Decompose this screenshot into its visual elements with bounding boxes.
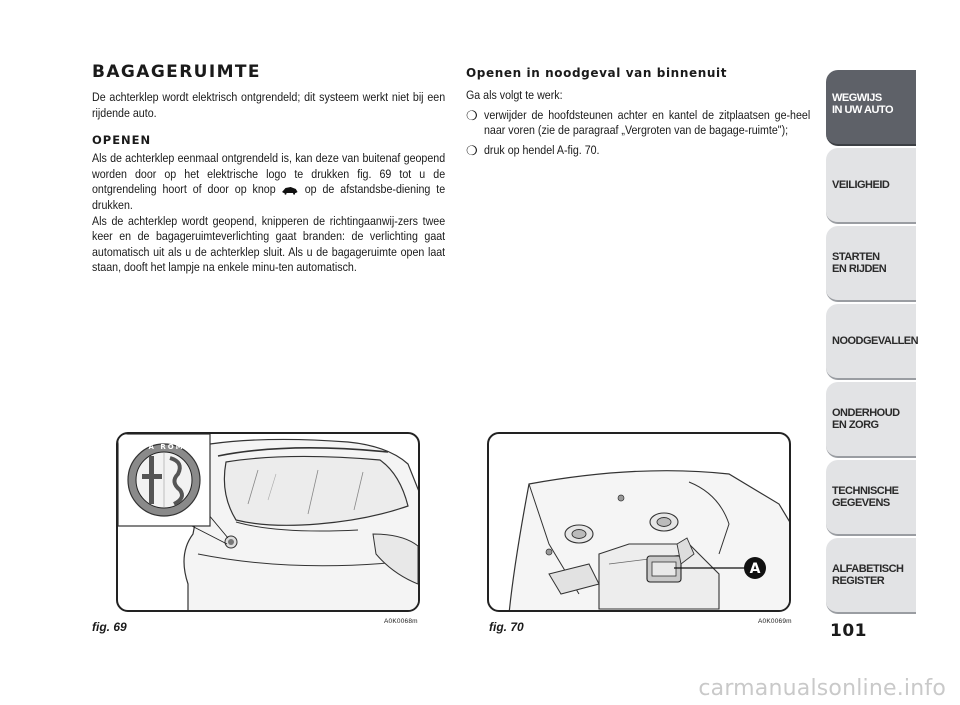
- list-item: [466, 108, 811, 139]
- emergency-intro: Ga als volgt te werk:: [466, 88, 563, 102]
- list-item: [466, 143, 811, 159]
- tab-label: ALFABETISCH REGISTER: [832, 563, 904, 587]
- fig70-code: A0K0069m: [758, 618, 792, 625]
- fig70-caption: fig. 70: [489, 620, 524, 634]
- left-column: [92, 62, 446, 276]
- step-text: verwijder de hoofdsteunen achter en kantel de zitplaatsen ge-heel naar voren (zie de paragraaf „Vergroten van de bagage-ruimte");: [484, 107, 811, 138]
- figure-69: [116, 432, 420, 612]
- open-paragraph-part1: Als de achterklep eenmaal ontgrendeld is, kan deze van buitenaf geopend worden door op het elektrische logo te drukken fig. 69 tot u de ontgrendeling hoort of door op knop: [92, 151, 446, 197]
- tab-noodgevallen[interactable]: [826, 304, 919, 380]
- tab-label: WEGWIJS IN UW AUTO: [832, 92, 893, 116]
- fig69-code: A0K0068m: [384, 618, 418, 625]
- rear-hatch-illustration: [118, 434, 420, 612]
- figure-70: [487, 432, 791, 612]
- tab-technische[interactable]: [826, 460, 916, 536]
- emergency-steps: [466, 108, 811, 159]
- tab-veiligheid[interactable]: [826, 148, 916, 224]
- bullet-icon: ❍: [466, 142, 478, 158]
- fig69-caption: fig. 69: [92, 620, 127, 634]
- tab-onderhoud[interactable]: [826, 382, 916, 458]
- tab-label: VEILIGHEID: [832, 179, 890, 191]
- tab-starten[interactable]: [826, 226, 916, 302]
- page-number: 101: [830, 621, 867, 641]
- tab-wegwijs[interactable]: [826, 70, 916, 146]
- bullet-icon: ❍: [466, 107, 478, 123]
- section-title: BAGAGERUIMTE: [92, 62, 261, 82]
- right-column: [466, 62, 811, 162]
- watermark: carmanualsonline.info: [698, 676, 946, 701]
- open-paragraph: [92, 151, 445, 213]
- blink-paragraph: Als de achterklep wordt geopend, knipperen de richtingaanwij-zers twee keer en de bagageruimteverlichting gaat branden: de verlichting gaat automatisch uit als u de achterklep sluit. Als u de bagageruimte open laat staan, dooft het lampje na enkele minu-ten automatisch.: [92, 213, 446, 275]
- intro-paragraph: De achterklep wordt elektrisch ontgrendeld; dit systeem werkt niet bij een rijdende auto.: [92, 90, 446, 120]
- open-paragraph-part2: op de afstandsbe-diening te drukken.: [92, 182, 446, 212]
- callout-label: A: [749, 561, 761, 577]
- tab-label: STARTEN EN RIJDEN: [832, 251, 887, 275]
- emergency-title: Openen in noodgeval van binnenuit: [466, 66, 728, 80]
- tab-label: ONDERHOUD EN ZORG: [832, 407, 900, 431]
- tab-label: NOODGEVALLEN: [832, 335, 919, 347]
- subsection-title: OPENEN: [92, 133, 152, 148]
- chapter-sidebar: [826, 70, 919, 616]
- car-trunk-icon: [282, 185, 299, 195]
- tab-label: TECHNISCHE GEGEVENS: [832, 485, 899, 509]
- step-text: druk op hendel A-fig. 70.: [484, 142, 600, 157]
- trunk-lock-illustration: [489, 434, 791, 612]
- svg-text:ALFA ROMEO: ALFA ROMEO: [128, 443, 200, 451]
- tab-alfabetisch[interactable]: [826, 538, 916, 614]
